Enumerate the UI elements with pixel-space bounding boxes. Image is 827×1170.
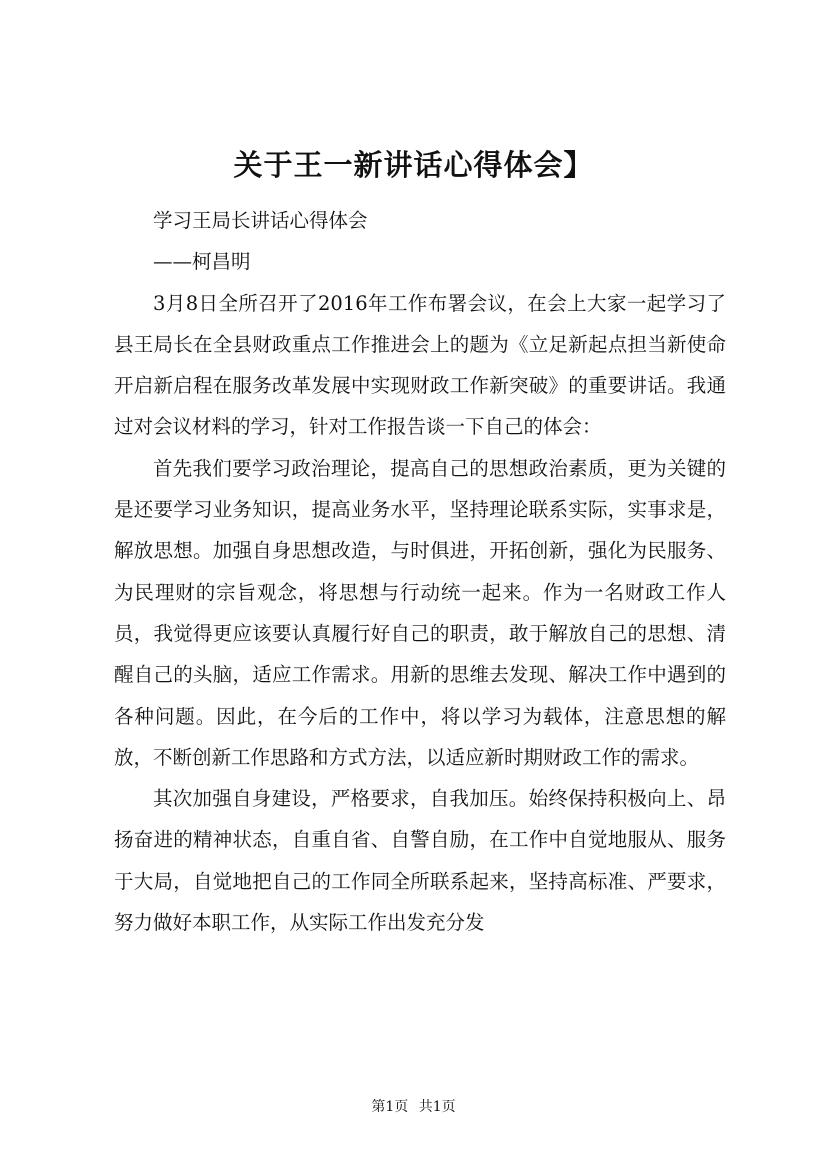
paragraph-1: 3月8日全所召开了2016年工作布署会议，在会上大家一起学习了县王局长在全县财政重点工作推进会上的题为《立足新起点担当新使命开启新启程在服务改革发展中实现财政工作新突破》的重要讲话。我通过对会议材料的学习，针对工作报告谈一下自己的体会： bbox=[114, 291, 726, 439]
page-number: 第1页 bbox=[371, 1099, 409, 1115]
paragraph-2: 首先我们要学习政治理论，提高自己的思想政治素质，更为关键的是还要学习业务知识，提高业务水平，坚持理论联系实际，实事求是，解放思想。加强自身思想改造，与时俱进，开拓创新，强化为民服务、为民理财的宗旨观念，将思想与行动统一起来。作为一名财政工作人员，我觉得更应该要认真履行好自己的职责，敢于解放自己的思想、清醒自己的头脑，适应工作需求。用新的思维去发现、解决工作中遇到的各种问题。因此，在今后的工作中，将以学习为载体，注意思想的解放，不断创新工作思路和方式方法，以适应新时期财政工作的需求。 bbox=[114, 456, 726, 769]
paragraph-3: 其次加强自身建设，严格要求，自我加压。始终保持积极向上、昂扬奋进的精神状态，自重自省、自警自励，在工作中自觉地服从、服务于大局，自觉地把自己的工作同全所联系起来，坚持高标准、严要求，努力做好本职工作，从实际工作出发充分发 bbox=[114, 787, 726, 935]
document-title: 关于王一新讲话心得体会】 bbox=[233, 148, 594, 182]
page-footer bbox=[0, 1097, 827, 1117]
document-body bbox=[114, 200, 726, 943]
page-total: 共1页 bbox=[418, 1099, 456, 1115]
document-author: ——柯昌明 bbox=[153, 250, 251, 274]
document-subtitle: 学习王局长讲话心得体会 bbox=[153, 209, 368, 232]
